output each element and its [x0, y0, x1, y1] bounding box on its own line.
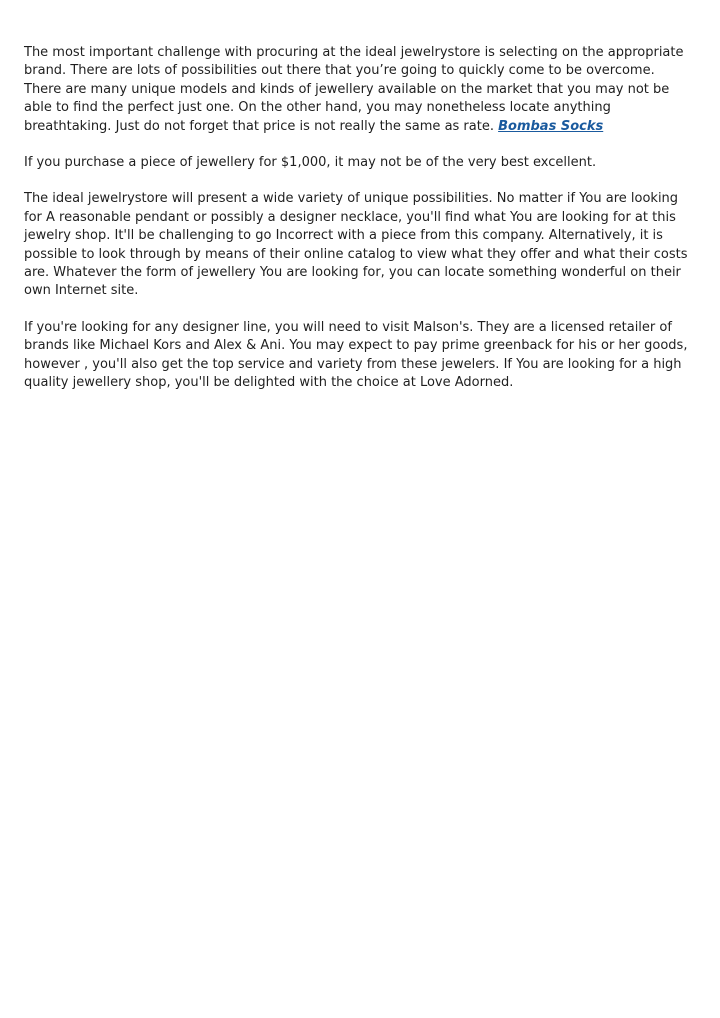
paragraph-4: If you're looking for any designer line, you will need to visit Malson's. They are a licensed retailer of brands like Michael Kors and Alex & Ani. You may expect to pay prime greenback for his or her goods, however , you'll also get the top service and variety from these jewelers. If You are looking for a high quality jewellery shop, you'll be delighted with the choice at Love Adorned. — [24, 319, 688, 391]
paragraph-2: If you purchase a piece of jewellery for $1,000, it may not be of the very best excellent. — [24, 155, 597, 171]
document-body — [24, 44, 696, 411]
paragraph-1-text: The most important challenge with procuring at the ideal jewelrystore is selecting on the appropriate brand. There are lots of possibilities out there that you’re going to quickly come to be overcome. There are many unique models and kinds of jewellery available on the market that you may not be able to find the perfect just one. On the other hand, you may nonetheless locate anything breathtaking. Just do not forget that price is not really the same as rate. — [24, 45, 684, 134]
paragraph-1 — [24, 44, 696, 136]
paragraph-3: The ideal jewelrystore will present a wide variety of unique possibilities. No matter if You are looking for A reasonable pendant or possibly a designer necklace, you'll find what You are looking for at this jewelry shop. It'll be challenging to go Incorrect with a piece from this company. Alternatively, it is possible to look through by means of their online catalog to view what they offer and what their costs are. Whatever the form of jewellery You are looking for, you can locate something wonderful on their own Internet site. — [24, 191, 688, 299]
bombas-socks-link[interactable]: Bombas Socks — [498, 118, 604, 134]
